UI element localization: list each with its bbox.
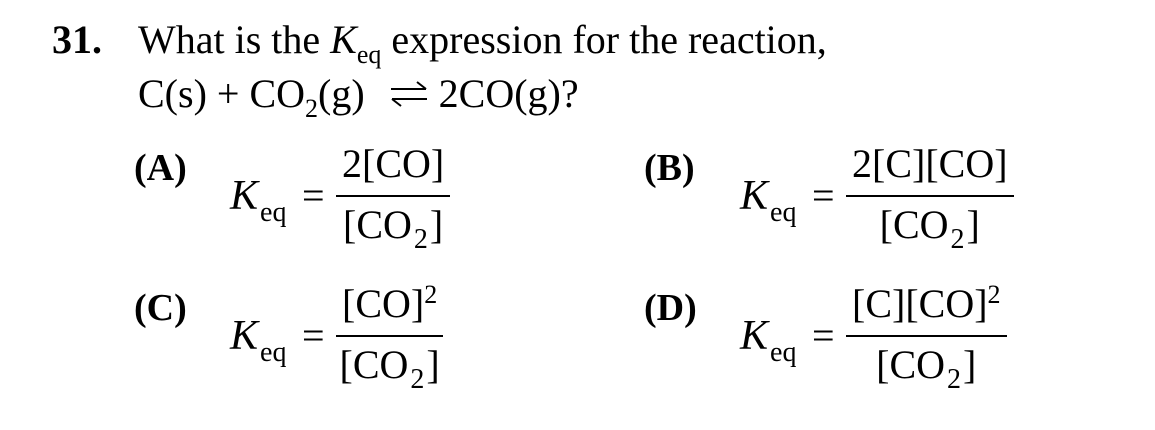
numerator	[336, 282, 443, 335]
denominator	[846, 197, 1014, 255]
equals-sign: =	[302, 173, 325, 218]
denominator-close: ]	[429, 202, 444, 247]
denominator-subscript: 2	[410, 364, 425, 395]
keq-symbol: K	[740, 313, 769, 359]
keq-symbol: K	[330, 17, 357, 62]
denominator	[336, 197, 450, 255]
denominator-subscript: 2	[950, 224, 965, 255]
choice-a[interactable]	[130, 142, 590, 262]
denominator-text: [CO	[879, 202, 949, 247]
stem-text-after: expression for the reaction,	[381, 17, 827, 62]
product-text: 2CO(g)?	[438, 71, 579, 116]
denominator-text: [CO	[339, 342, 409, 387]
keq-subscript: eq	[770, 337, 797, 368]
choice-b[interactable]	[640, 142, 1100, 262]
numerator	[846, 142, 1014, 195]
numerator-text: 2[C][CO]	[852, 141, 1008, 186]
keq-label	[230, 172, 287, 228]
keq-subscript: eq	[356, 40, 382, 69]
numerator	[846, 282, 1007, 335]
denominator-text: [CO	[343, 202, 412, 247]
question-stem	[138, 16, 827, 69]
numerator-text: [CO]	[342, 281, 425, 326]
equilibrium-arrows-icon	[389, 70, 429, 118]
keq-symbol: K	[740, 173, 769, 219]
denominator-close: ]	[963, 342, 977, 387]
fraction	[336, 280, 443, 395]
choice-d[interactable]	[640, 282, 1100, 402]
fraction	[846, 280, 1007, 395]
numerator-text: [C][CO]	[852, 281, 988, 326]
question-number: 31.	[52, 17, 102, 62]
reactant-phase: (g)	[318, 71, 365, 116]
choice-letter: (C)	[134, 287, 187, 329]
reactant-text: C(s) + CO	[138, 71, 306, 116]
choice-letter: (D)	[644, 287, 697, 329]
numerator-text: 2[CO]	[342, 141, 445, 186]
denominator	[846, 337, 1007, 395]
equals-sign: =	[302, 313, 325, 358]
reaction-equation	[138, 70, 579, 123]
numerator-exponent: 2	[424, 280, 438, 309]
choice-letter: (B)	[644, 147, 695, 189]
keq-label	[740, 172, 797, 228]
stem-text-before: What is the	[138, 17, 331, 62]
keq-symbol: K	[230, 173, 259, 219]
denominator-close: ]	[966, 202, 980, 247]
equals-sign: =	[812, 313, 835, 358]
denominator	[336, 337, 443, 395]
keq-subscript: eq	[260, 337, 287, 368]
choice-letter: (A)	[134, 147, 187, 189]
reactant-subscript: 2	[305, 94, 319, 123]
denominator-text: [CO	[876, 342, 946, 387]
denominator-subscript: 2	[947, 364, 962, 395]
keq-subscript: eq	[770, 197, 797, 228]
fraction	[846, 141, 1014, 255]
fraction	[336, 141, 450, 255]
denominator-close: ]	[426, 342, 440, 387]
choice-c[interactable]	[130, 282, 590, 402]
denominator-subscript: 2	[413, 224, 428, 255]
numerator	[336, 142, 450, 195]
keq-label	[230, 312, 287, 368]
keq-symbol: K	[230, 313, 259, 359]
numerator-exponent: 2	[987, 280, 1001, 309]
equals-sign: =	[812, 173, 835, 218]
keq-label	[740, 312, 797, 368]
keq-subscript: eq	[260, 197, 287, 228]
